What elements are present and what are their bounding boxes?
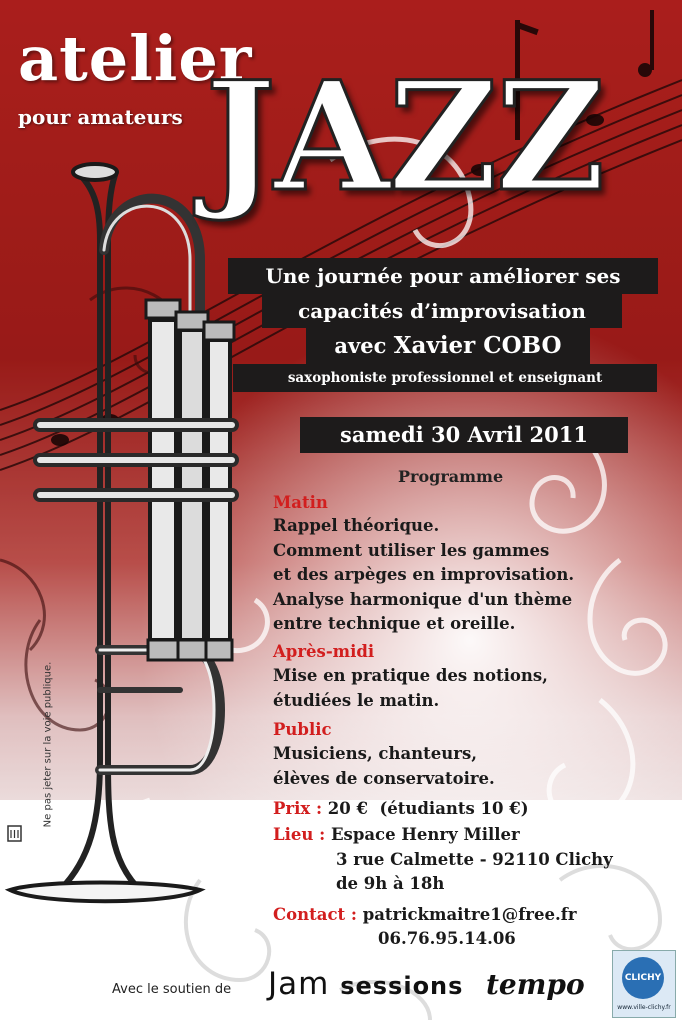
public-line: élèves de conservatoire.: [273, 768, 495, 788]
intro-line-3: [306, 328, 590, 364]
prix-row: [273, 797, 529, 822]
subtitle-pour-amateurs: pour amateurs: [18, 105, 183, 129]
apres-midi-line: étudiées le matin.: [273, 690, 440, 710]
teacher-name: Xavier COBO: [393, 332, 562, 359]
lieu-line-2: 3 rue Calmette - 92110 Clichy: [336, 850, 613, 869]
prix-value: 20 € (étudiants 10 €): [322, 799, 529, 818]
intro-line-2: capacités d’improvisation: [262, 294, 622, 328]
jam-logo-word: Jam: [268, 966, 330, 1002]
matin-line: Analyse harmonique d'un thème: [273, 589, 573, 609]
jam-sessions-logo: [268, 966, 463, 1002]
section-apres-midi-label: Après-midi: [273, 642, 375, 661]
title-jazz: JAZZ: [205, 49, 604, 225]
matin-line: Comment utiliser les gammes: [273, 540, 550, 560]
clichy-logo-disk: CLICHY: [622, 957, 664, 999]
programme-title: Programme: [398, 467, 504, 486]
intro-avec: avec: [334, 333, 394, 358]
section-matin-text: [273, 514, 574, 637]
section-matin-label: Matin: [273, 493, 328, 512]
clichy-logo: [612, 950, 676, 1018]
lieu-line-1: Espace Henry Miller: [325, 825, 520, 844]
intro-line-4: saxophoniste professionnel et enseignant: [233, 364, 657, 392]
contact-row: [273, 903, 577, 928]
prix-label: Prix :: [273, 799, 323, 818]
tempo-logo: tempo: [486, 968, 585, 1001]
section-public-label: Public: [273, 720, 332, 739]
section-public-text: [273, 742, 495, 791]
event-date: samedi 30 Avril 2011: [300, 417, 628, 453]
lieu-row: [273, 823, 520, 848]
matin-line: Rappel théorique.: [273, 516, 440, 535]
matin-line: et des arpèges en improvisation.: [273, 565, 575, 584]
clichy-url: www.ville-clichy.fr: [617, 1004, 671, 1011]
contact-email: patrickmaitre1@free.fr: [356, 905, 577, 924]
lieu-label: Lieu :: [273, 825, 326, 844]
contact-phone: 06.76.95.14.06: [378, 929, 516, 948]
sponsor-text: Avec le soutien de: [112, 982, 232, 997]
title-atelier: atelier: [18, 22, 253, 95]
public-line: Musiciens, chanteurs,: [273, 744, 477, 763]
section-apres-midi-text: [273, 664, 548, 713]
sessions-logo-word: sessions: [340, 972, 464, 1000]
intro-line-1: Une journée pour améliorer ses: [228, 258, 658, 294]
matin-line: entre technique et oreille.: [273, 614, 516, 633]
contact-label: Contact :: [273, 905, 357, 924]
lieu-line-3: de 9h à 18h: [336, 874, 445, 893]
vertical-note: Ne pas jeter sur la voie publique.: [42, 661, 54, 828]
apres-midi-line: Mise en pratique des notions,: [273, 666, 548, 685]
